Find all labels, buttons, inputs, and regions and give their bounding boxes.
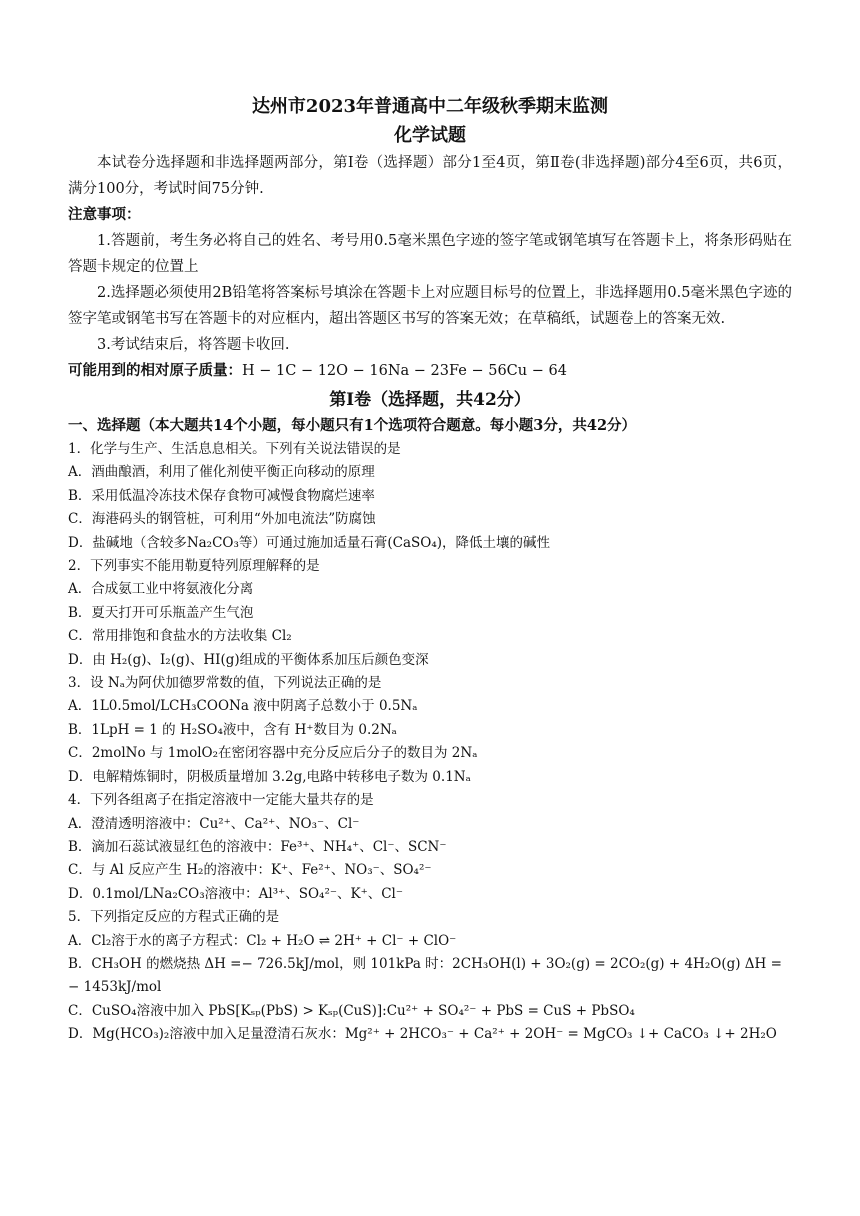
option: A．1L0.5mol/LCH₃COONa 液中阴离子总数小于 0.5Nₐ (68, 698, 418, 715)
section-heading: 一、选择题（本大题共14个小题，每小题只有1个选项符合题意。每小题3分，共42分） (68, 417, 637, 434)
option: B．滴加石蕊试液显红色的溶液中：Fe³⁺、NH₄⁺、Cl⁻、SCN⁻ (68, 838, 447, 855)
exam-subtitle: 化学试题 (394, 125, 466, 146)
option: A．Cl₂溶于水的离子方程式：Cl₂ + H₂O ⇌ 2H⁺ + Cl⁻ + ClO⁻ (68, 932, 457, 949)
question-stem: 4．下列各组离子在指定溶液中一定能大量共存的是 (68, 792, 374, 809)
notice-item-3: 3.考试结束后，将答题卡收回. (97, 337, 290, 353)
option: C．CuSO₄溶液中加入 PbS[Kₛₚ(PbS) > Kₛₚ(CuS)]:Cu²⁺ + SO₄²⁻ + PbS = CuS + PbSO₄ (68, 1002, 635, 1019)
option: D．电解精炼铜时，阴极质量增加 3.2g,电路中转移电子数为 0.1Nₐ (68, 768, 471, 785)
option: A．澄清透明溶液中：Cu²⁺、Ca²⁺、NO₃⁻、Cl⁻ (68, 815, 360, 832)
option-continuation: − 1453kJ/mol (68, 979, 162, 996)
option: D．盐碱地（含较多Na₂CO₃等）可通过施加适量石膏(CaSO₄)，降低土壤的碱性 (68, 534, 551, 551)
option: C．2molNo 与 1molO₂在密闭容器中充分反应后分子的数目为 2Nₐ (68, 745, 478, 762)
option: D．0.1mol/LNa₂CO₃溶液中：Al³⁺、SO₄²⁻、K⁺、Cl⁻ (68, 885, 403, 902)
option: C．常用排饱和食盐水的方法收集 Cl₂ (68, 628, 292, 645)
notice-item-2: 2.选择题必须使用2B铅笔将答案标号填涂在答题卡上对应题目标号的位置上，非选择题用0.5毫米黑色字迹的签字笔或钢笔书写在答题卡的对应框内，超出答题区书写的答案无效；在草稿纸，试题卷上的答案无效. (68, 285, 792, 327)
option: A．酒曲酿酒，利用了催化剂使平衡正向移动的原理 (68, 464, 375, 481)
exam-title: 达州市2023年普通高中二年级秋季期末监测 (251, 96, 609, 117)
option: B．CH₃OH 的燃烧热 ΔH =− 726.5kJ/mol，则 101kPa 时：2CH₃OH(l) + 3O₂(g) = 2CO₂(g) + 4H₂O(g) ΔH = (68, 955, 782, 972)
atomic-mass-values: H − 1C − 12O − 16Na − 23Fe − 56Cu − 64 (242, 363, 567, 379)
exam-page (68, 92, 792, 1047)
question-stem: 1．化学与生产、生活息息相关。下列有关说法错误的是 (68, 441, 401, 457)
atomic-mass-label: 可能用到的相对原子质量： (68, 362, 242, 379)
option: A．合成氨工业中将氨液化分离 (68, 581, 254, 598)
option: B．采用低温冷冻技术保存食物可减慢食物腐烂速率 (68, 487, 375, 504)
question-stem: 2．下列事实不能用勒夏特列原理解释的是 (68, 558, 320, 575)
option: D．由 H₂(g)、I₂(g)、HI(g)组成的平衡体系加压后颜色变深 (68, 651, 429, 668)
part1-title: 第Ⅰ卷（选择题，共42分） (329, 390, 531, 410)
notice-item-1: 1.答题前，考生务必将自己的姓名、考号用0.5毫米黑色字迹的签字笔或钢笔填写在答题卡上，将条形码贴在答题卡规定的位置上 (68, 233, 792, 275)
intro-paragraph: 本试卷分选择题和非选择题两部分，第Ⅰ卷（选择题）部分1至4页，第Ⅱ卷(非选择题)部分4至6页，共6页，满分100分，考试时间75分钟. (68, 155, 792, 197)
option: B．夏天打开可乐瓶盖产生气泡 (68, 604, 254, 621)
question-stem: 3．设 Nₐ为阿伏加德罗常数的值，下列说法正确的是 (68, 675, 382, 692)
question-stem: 5．下列指定反应的方程式正确的是 (68, 909, 280, 926)
option: D．Mg(HCO₃)₂溶液中加入足量澄清石灰水：Mg²⁺ + 2HCO₃⁻ + Ca²⁺ + 2OH⁻ = MgCO₃ ↓+ CaCO₃ ↓+ 2H₂O (68, 1026, 777, 1043)
option: B．1LpH = 1 的 H₂SO₄液中，含有 H⁺数目为 0.2Nₐ (68, 721, 397, 738)
notice-heading: 注意事项： (68, 206, 141, 223)
atomic-mass-line (68, 358, 792, 384)
option: C．与 Al 反应产生 H₂的溶液中：K⁺、Fe²⁺、NO₃⁻、SO₄²⁻ (68, 862, 432, 879)
option: C．海港码头的钢管桩，可利用“外加电流法”防腐蚀 (68, 511, 376, 528)
